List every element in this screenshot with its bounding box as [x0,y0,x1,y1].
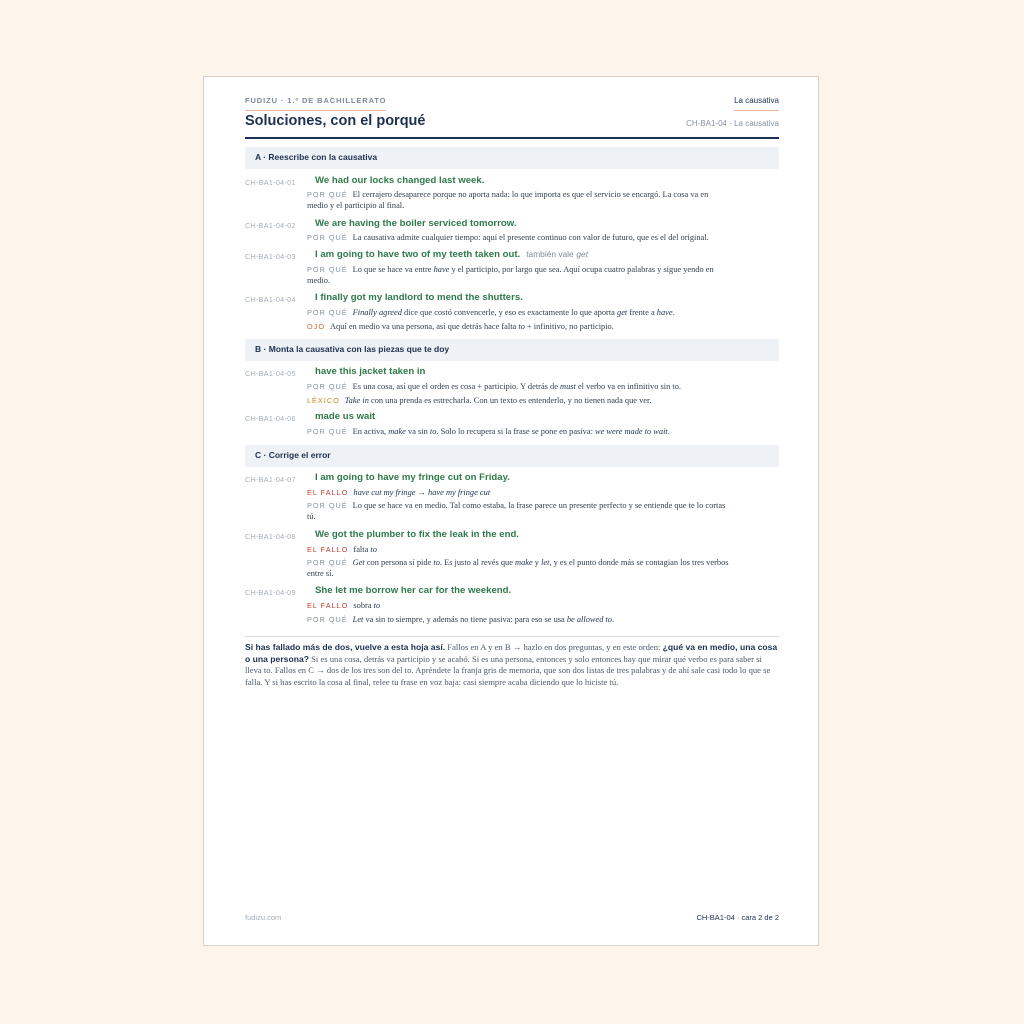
item-why [307,189,779,200]
why-text: entre sí. [307,569,334,578]
error-label: EL FALLO [307,488,349,497]
why-term: get [617,308,628,317]
why-term: have [433,265,450,274]
ojo-term: to [518,322,525,331]
item-code: CH-BA1-04-07 [245,475,296,484]
item-answer [315,249,588,260]
why-text: y el participio, por largo que sea. Aquí ocupa cuatro palabras y sigue yendo en [451,265,714,274]
item-ojo [307,321,779,332]
why-text: el verbo va en infinitivo sin to. [577,382,681,391]
item-code: CH-BA1-04-05 [245,369,296,378]
why-term: have [656,308,673,317]
item-why [307,264,779,275]
why-text: , y es el punto donde más se contagian los tres verbos [549,558,729,567]
why-text: . [667,427,670,436]
item-code: CH-BA1-04-03 [245,252,296,261]
why-term: Finally agreed [352,308,402,317]
item-why-cont [307,511,779,522]
why-text: con persona sí pide [366,558,432,567]
item-code: CH-BA1-04-04 [245,295,296,304]
title-row [245,113,779,139]
item-answer: We had our locks changed last week. [315,175,485,186]
alt-label: también vale [526,249,574,259]
error-text: sobra [353,601,372,610]
item-answer: She let me borrow her car for the weekend. [315,585,512,596]
ojo-label: OJO [307,322,325,331]
why-label: POR QUÉ [307,265,348,274]
item-code: CH-BA1-04-02 [245,221,296,230]
why-term: must [560,382,576,391]
why-term: be allowed to [566,615,612,624]
divider [245,636,779,637]
why-text: frente a [629,308,655,317]
page-title: Soluciones, con el porqué [245,113,426,129]
lexico-text: con una prenda es estrecharla. Con un texto es entenderlo, y no tienen nada que ver. [370,396,652,405]
item-why-cont [307,275,779,286]
error-text: have cut my fringe → have my fringe cut [353,488,491,497]
why-text: tú. [307,512,316,521]
item-code: CH-BA1-04-06 [245,414,296,423]
lexico-label: LÉXICO [307,396,340,405]
ojo-text: + infinitivo, no participio. [526,322,614,331]
ojo-text: Aquí en medio va una persona, así que detrás hace falta [330,322,517,331]
why-label: POR QUÉ [307,615,348,624]
item-error [307,544,779,555]
item-why [307,557,779,568]
item-answer: have this jacket taken in [315,366,426,377]
section-b-title: B · Monta la causativa con las piezas que te doy [255,344,450,354]
item-answer: I am going to have my fringe cut on Friday. [315,472,510,483]
item-error [307,487,779,498]
why-text: va sin [408,427,428,436]
item-why [307,614,779,625]
why-term: let [541,558,550,567]
why-text: . Es justo al revés que [439,558,513,567]
alt-answer: get [576,249,589,259]
why-text: El cerrajero desaparece porque no aporta nada: lo que importa es que el servicio se encargó. La cosa va en [352,190,709,199]
section-c-title: C · Corrige el error [255,450,331,460]
error-label: EL FALLO [307,545,349,554]
item-code: CH-BA1-04-01 [245,178,296,187]
tip-text: Fallos en A y en B → hazlo en dos preguntas, y en este orden: [447,642,661,652]
why-term: Let [352,615,364,624]
footer-site: fudizu.com [245,913,282,922]
item-why [307,381,779,392]
item-why [307,307,779,318]
section-a-title: A · Reescribe con la causativa [255,152,378,162]
why-term: make [515,558,533,567]
why-label: POR QUÉ [307,190,348,199]
item-why-cont [307,568,779,579]
item-answer: We are having the boiler serviced tomorrow. [315,218,517,229]
why-text: En activa, [352,427,387,436]
why-label: POR QUÉ [307,558,348,567]
item-why [307,426,779,437]
error-label: EL FALLO [307,601,349,610]
why-term: to [433,558,440,567]
why-text: Lo que se hace va en medio. Tal como estaba, la frase parece un presente perfecto y se entiende que te lo cortas [352,501,726,510]
review-tip [245,642,779,688]
section-b-header [245,339,779,361]
why-text: . [612,615,615,624]
item-code: CH-BA1-04-08 [245,532,296,541]
why-text: . [672,308,675,317]
top-row [245,96,779,110]
tip-question: ¿qué va en medio, una cosa o una persona? [245,642,778,664]
answer-text: I am going to have two of my teeth taken out. [315,249,521,260]
item-code: CH-BA1-04-09 [245,588,296,597]
tip-text: Si es una cosa, detrás va participio y se acabó. Si es una persona, entonces y solo entonces hay que mirar qué verbo es para saber si lleva to. Fallos en C → dos de los tres son del to. Apréndete la franja gris de memoria, que son dos listas de tres palabras y de ahí sale casi todo lo que se falla. Y si has escrito la cosa al final, relee tu frase en voz baja: casi siempre acaba diciendo que lo hiciste tú. [245,653,771,687]
why-text: va sin to siempre, y además no tiene pasiva: para eso se usa [365,615,565,624]
section-a-header [245,147,779,169]
why-text: Lo que se hace va entre [352,265,432,274]
why-term: make [388,427,406,436]
why-text: Es una cosa, así que el orden es cosa + participio. Y detrás de [352,382,558,391]
why-text: . Solo lo recupera si la frase se pone en pasiva: [436,427,593,436]
footer-page: CH-BA1-04 · cara 2 de 2 [696,913,779,922]
why-text: dice que costó convencerle, y eso es exactamente lo que aporta [403,308,615,317]
error-text: falta [353,545,369,554]
why-term: Get [352,558,365,567]
item-answer: We got the plumber to fix the leak in the end. [315,529,519,540]
why-text: y [534,558,539,567]
error-term: to [373,601,381,610]
tip-bold: Si has fallado más de dos, vuelve a esta hoja así. [245,642,446,652]
why-label: POR QUÉ [307,233,348,242]
why-label: POR QUÉ [307,308,348,317]
why-text: medio. [307,276,331,285]
why-label: POR QUÉ [307,382,348,391]
item-why [307,500,779,511]
brand-label: FUDIZU · 1.º DE BACHILLERATO [245,96,386,111]
error-term: to [370,545,377,554]
worksheet-page [203,76,819,946]
topic-label: La causativa [734,96,779,111]
lexico-term: Take in [344,396,369,405]
why-term: to [429,427,437,436]
worksheet-code: CH-BA1-04 · La causativa [686,119,779,128]
why-label: POR QUÉ [307,427,348,436]
why-label: POR QUÉ [307,501,348,510]
section-c-header [245,445,779,467]
item-why-cont [307,200,779,211]
why-text: medio y el participio al final. [307,201,405,210]
item-answer: made us wait [315,411,376,422]
why-term: we were made to wait [595,427,668,436]
item-error [307,600,779,611]
item-why [307,232,779,243]
item-answer: I finally got my landlord to mend the shutters. [315,292,523,303]
why-text: La causativa admite cualquier tiempo: aquí el presente continuo con valor de futuro, que es el del original. [352,233,709,242]
item-lexico [307,395,779,406]
